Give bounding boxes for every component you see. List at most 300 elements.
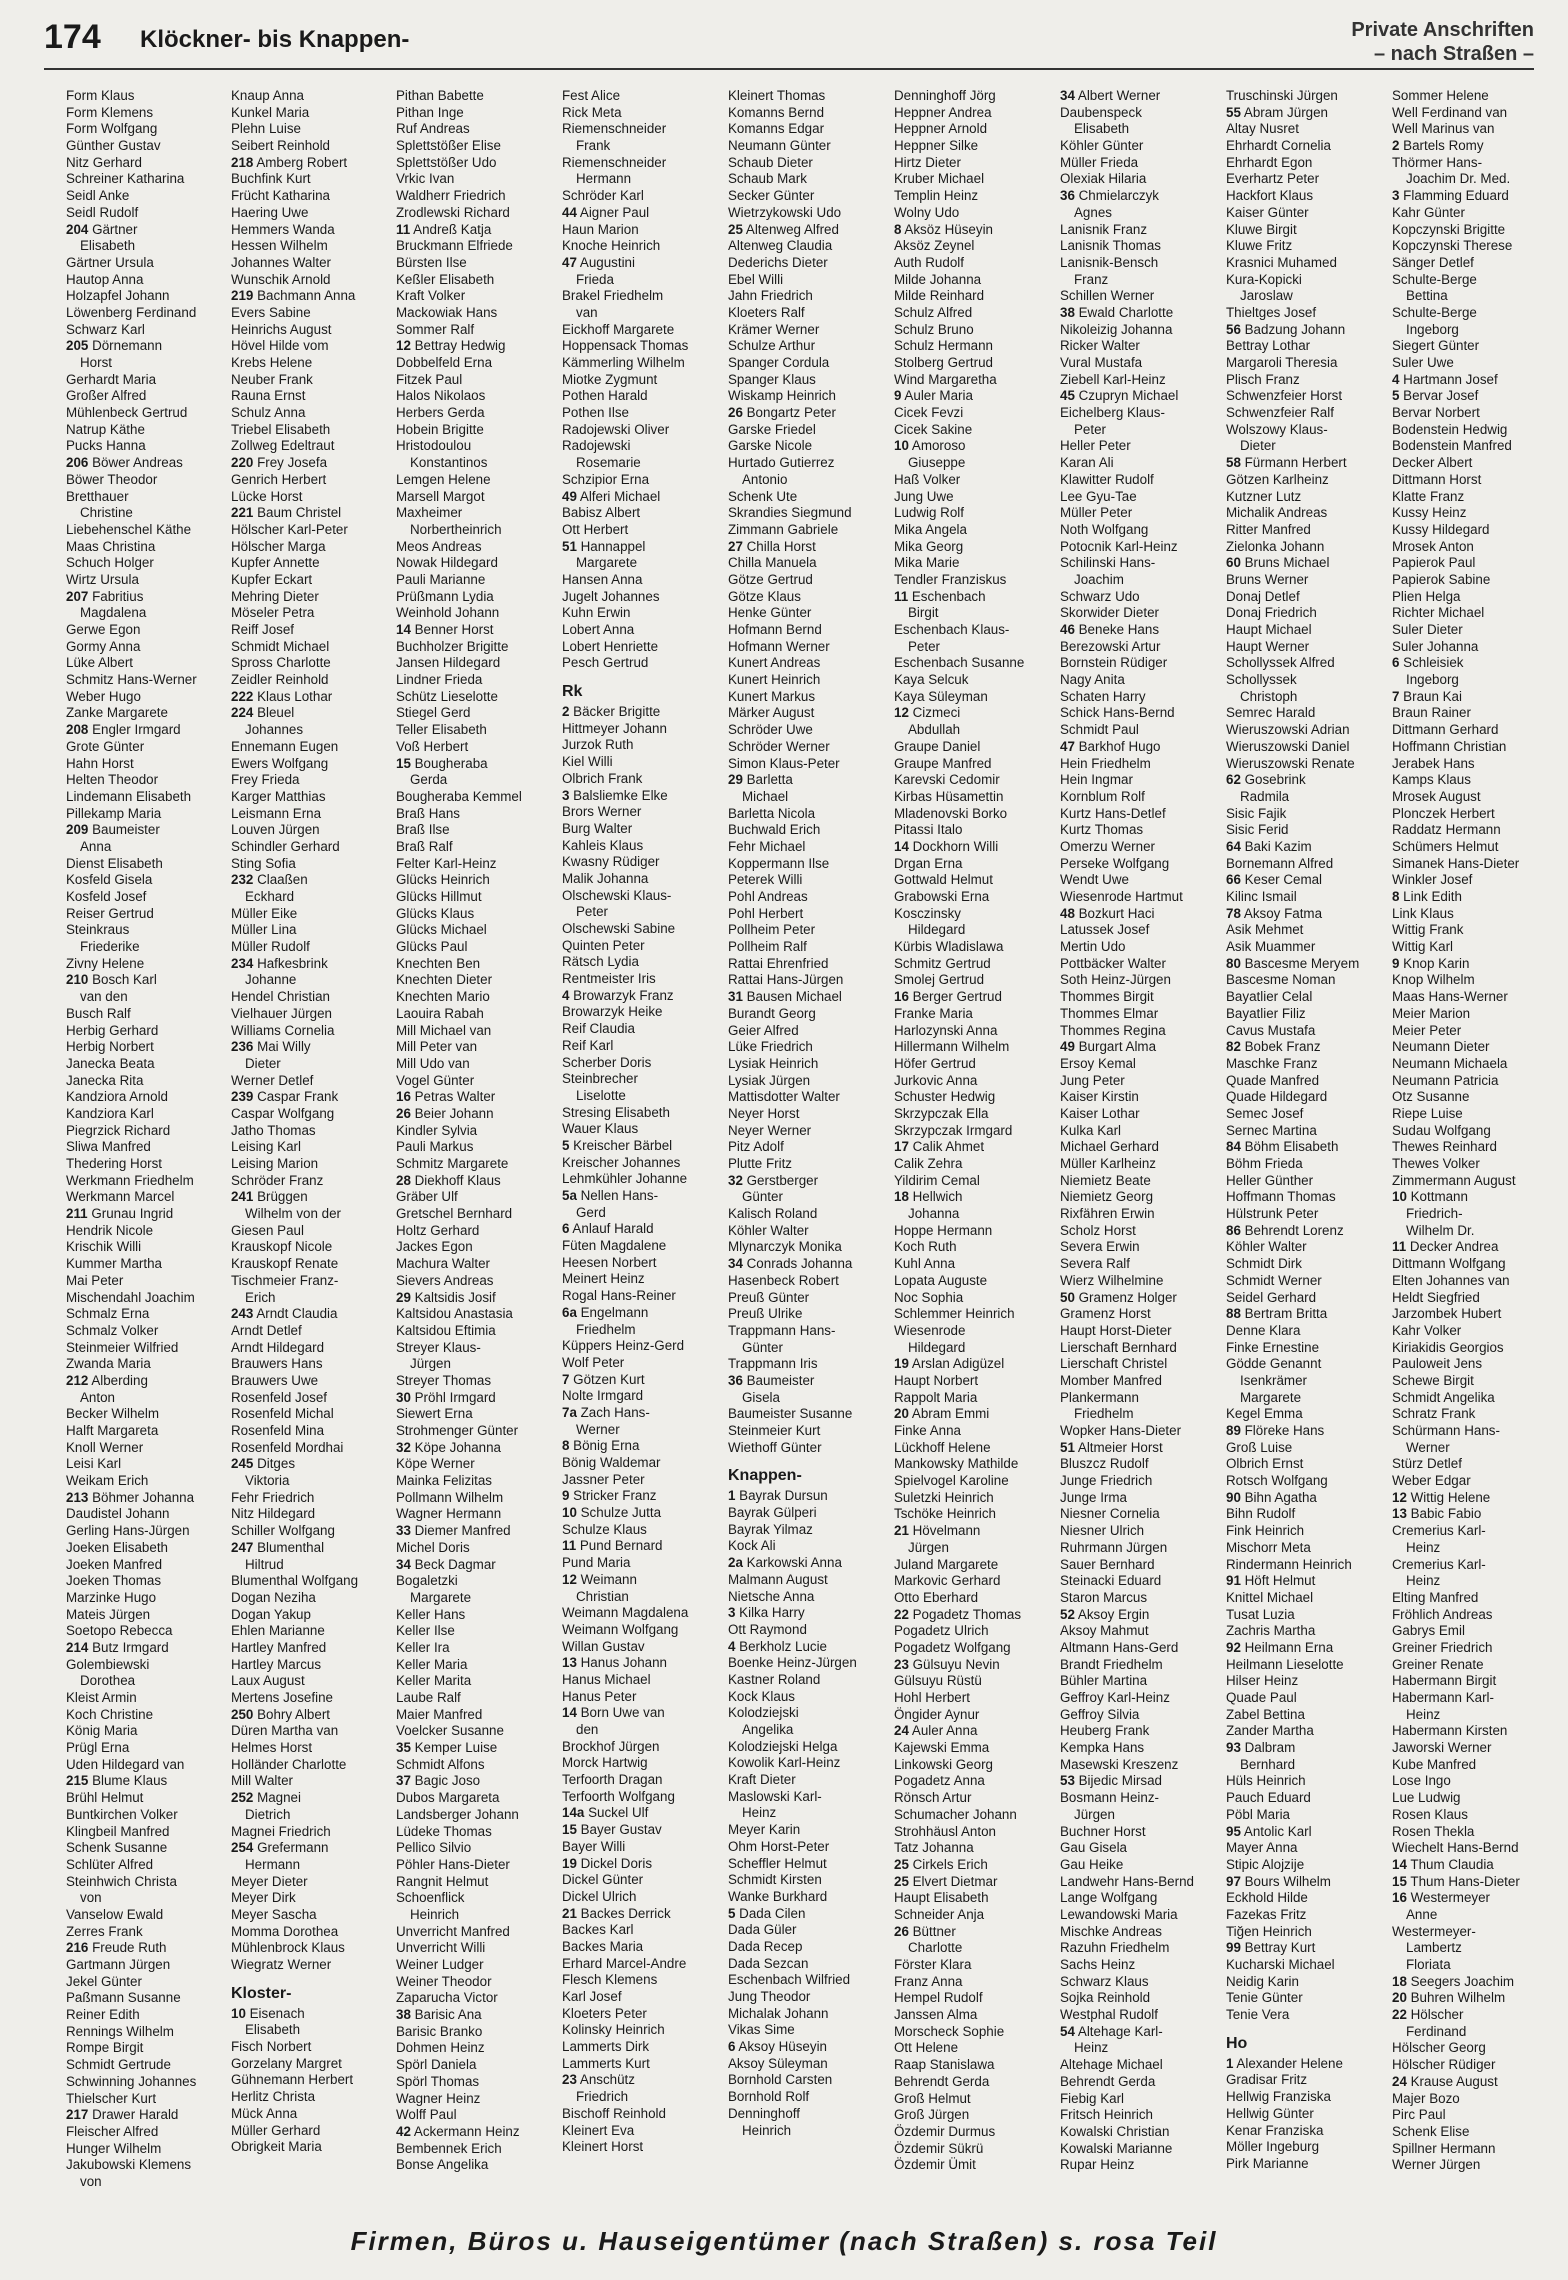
directory-entry: Sänger Detlef: [1392, 254, 1474, 270]
directory-entry: 38 Barisic Ana: [396, 2007, 482, 2023]
directory-entry: Yildirim Cemal: [894, 1172, 980, 1188]
directory-entry: Schulz Alfred: [894, 304, 973, 320]
directory-entry: Höfer Gertrud: [894, 1055, 976, 1071]
directory-entry: Brockhof Jürgen: [562, 1738, 660, 1754]
footer-note: Firmen, Büros u. Hauseigentümer (nach Straßen) s. rosa Teil: [350, 2226, 1218, 2256]
directory-entry: Thieltges Josef: [1226, 304, 1317, 320]
directory-entry-continuation: Friedrich: [576, 2089, 629, 2105]
house-number: 33: [396, 1523, 411, 1539]
directory-entry: Quade Manfred: [1226, 1072, 1320, 1088]
house-number: 222: [231, 688, 254, 704]
directory-entry: Neyer Horst: [728, 1105, 800, 1121]
directory-entry: Sisic Fajik: [1226, 805, 1287, 821]
directory-columns: [66, 88, 1534, 2189]
directory-entry: Böwer Theodor: [66, 471, 158, 487]
directory-entry: Babisz Albert: [562, 505, 641, 521]
directory-entry: 97 Bours Wilhelm: [1226, 1873, 1331, 1889]
directory-entry: Gau Heike: [1060, 1856, 1124, 1872]
directory-entry: Köhler Walter: [1226, 1239, 1307, 1255]
directory-entry: Dobbelfeld Erna: [396, 355, 493, 370]
directory-entry: Raddatz Hermann: [1392, 822, 1501, 838]
directory-entry: Schindler Gerhard: [231, 838, 340, 854]
directory-entry: Holzapfel Johann: [66, 288, 170, 304]
directory-entry: Mika Marie: [894, 555, 960, 571]
directory-entry: Perseke Wolfgang: [1060, 855, 1170, 871]
directory-entry: Laube Ralf: [396, 1690, 461, 1705]
directory-entry: Truschinski Jürgen: [1226, 88, 1338, 103]
house-number: 6: [1392, 655, 1400, 671]
directory-entry: Suletzki Heinrich: [894, 1489, 994, 1505]
directory-entry: Wietrzykowski Udo: [728, 204, 842, 220]
directory-entry: Meyer Sascha: [231, 1906, 317, 1922]
directory-entry: Schenk Elise: [1392, 2123, 1470, 2139]
directory-entry: Halft Margareta: [66, 1423, 159, 1438]
directory-entry: Kleinert Thomas: [728, 88, 826, 103]
directory-entry: Bonse Angelika: [396, 2157, 489, 2173]
directory-entry-continuation: Dorothea: [80, 1673, 136, 1689]
directory-entry: Mrosek August: [1392, 788, 1481, 804]
directory-entry: 247 Blumenthal: [231, 1539, 325, 1555]
directory-entry: Gau Gisela: [1060, 1840, 1127, 1856]
directory-entry: Pothen Harald: [562, 388, 648, 404]
directory-entry: Raap Stanislawa: [894, 2057, 995, 2073]
directory-entry: Mladenovski Borko: [894, 805, 1008, 821]
directory-entry: Milde Reinhard: [894, 288, 985, 304]
directory-entry: Papierok Sabine: [1392, 571, 1491, 587]
directory-entry: Radojewski: [562, 438, 631, 454]
directory-entry: Niemietz Beate: [1060, 1172, 1151, 1188]
directory-entry: Hurtado Gutierrez: [728, 455, 835, 471]
directory-entry-continuation: Peter: [908, 638, 941, 654]
directory-entry: Lindner Frieda: [396, 672, 483, 688]
directory-entry: Preuß Ulrike: [728, 1306, 803, 1322]
directory-entry: Karan Ali: [1060, 455, 1114, 471]
directory-entry: Hartley Marcus: [231, 1656, 322, 1672]
directory-entry: Zivny Helene: [66, 955, 145, 971]
house-number: 16: [1392, 1890, 1407, 1906]
house-number: 2: [1392, 138, 1400, 154]
house-number: 78: [1226, 905, 1241, 921]
directory-entry-continuation: Elisabeth: [1074, 121, 1130, 137]
directory-entry-continuation: Rosemarie: [576, 455, 641, 471]
directory-entry: 34 Conrads Johanna: [728, 1256, 853, 1272]
directory-entry: Schürmann Hans-: [1392, 1423, 1500, 1438]
directory-entry: 7 Götzen Kurt: [562, 1371, 645, 1387]
directory-entry: Markovic Gerhard: [894, 1573, 1001, 1589]
directory-entry: Sisic Ferid: [1226, 822, 1289, 838]
directory-entry: 38 Ewald Charlotte: [1060, 304, 1174, 320]
directory-entry: 14 Benner Horst: [396, 622, 494, 637]
directory-entry: Nagy Anita: [1060, 672, 1125, 688]
directory-entry-continuation: Magdalena: [80, 605, 147, 621]
directory-entry: Keller Maria: [396, 1656, 468, 1672]
directory-entry: Plonczek Herbert: [1392, 805, 1495, 821]
house-number: 52: [1060, 1606, 1075, 1622]
directory-entry: Mlynarczyk Monika: [728, 1239, 842, 1255]
directory-entry: 23 Gülsuyu Nevin: [894, 1656, 1000, 1672]
directory-entry: 9 Auler Maria: [894, 388, 973, 404]
directory-entry: Dittmann Wolfgang: [1392, 1256, 1506, 1272]
directory-entry: Haupt Elisabeth: [894, 1890, 989, 1906]
directory-entry: 86 Behrendt Lorenz: [1226, 1222, 1344, 1238]
directory-entry: Kura-Kopicki: [1226, 271, 1302, 287]
directory-entry: 13 Babic Fabio: [1392, 1506, 1482, 1522]
directory-entry: 10 Amoroso: [894, 438, 966, 454]
directory-entry: Zanke Margarete: [66, 705, 168, 721]
directory-entry: Glücks Heinrich: [396, 872, 490, 888]
directory-entry: Decker Albert: [1392, 455, 1473, 471]
directory-entry: Weinhold Johann: [396, 605, 500, 621]
directory-entry: Frey Frieda: [231, 772, 300, 788]
directory-entry: Braß Ilse: [396, 822, 450, 838]
directory-entry: Berezowski Artur: [1060, 638, 1161, 654]
directory-entry: Kosczinsky: [894, 905, 961, 921]
directory-entry: Schillen Werner: [1060, 288, 1155, 304]
directory-entry: Kloeters Ralf: [728, 304, 805, 320]
directory-entry: Hohl Herbert: [894, 1690, 970, 1705]
directory-entry: 10 Eisenach: [231, 2005, 305, 2021]
directory-entry: Eckhold Hilde: [1226, 1890, 1308, 1906]
directory-entry: 14 Dockhorn Willi: [894, 838, 999, 854]
directory-entry: Neumann Patricia: [1392, 1072, 1499, 1088]
directory-entry: Dada Sezcan: [728, 1955, 809, 1971]
directory-entry: Kalisch Roland: [728, 1206, 818, 1222]
house-number: 90: [1226, 1489, 1241, 1505]
directory-entry: Bischoff Reinhold: [562, 2105, 666, 2121]
directory-entry-continuation: Wilhelm von der: [245, 1206, 341, 1222]
directory-entry: Özdemir Ümit: [894, 2157, 976, 2173]
directory-entry: Lehmkühler Johanne: [562, 1171, 688, 1187]
directory-entry-continuation: Liselotte: [576, 1087, 626, 1103]
directory-entry: Joeken Thomas: [66, 1573, 162, 1589]
directory-entry: Hristodoulou: [396, 438, 472, 454]
directory-entry: Steinbrecher: [562, 1071, 638, 1087]
house-number: 10: [562, 1505, 577, 1521]
directory-entry: 22 Pogadetz Thomas: [894, 1606, 1022, 1622]
directory-entry: Schulte-Berge: [1392, 304, 1477, 320]
directory-entry: Juland Margarete: [894, 1556, 999, 1572]
directory-entry: Milde Johanna: [894, 271, 982, 287]
directory-entry: Gerling Hans-Jürgen: [66, 1523, 190, 1539]
directory-entry: 10 Kottmann: [1392, 1189, 1468, 1205]
directory-entry: 20 Buhren Wilhelm: [1392, 1990, 1506, 2006]
directory-entry: Momma Dorothea: [231, 1923, 339, 1939]
directory-entry: Willan Gustav: [562, 1638, 645, 1654]
directory-entry-continuation: von: [80, 1890, 102, 1906]
directory-entry-continuation: Giuseppe: [908, 455, 966, 471]
directory-entry: Reif Claudia: [562, 1021, 635, 1037]
directory-entry: Kornblum Rolf: [1060, 788, 1145, 804]
directory-entry: Nitz Gerhard: [66, 154, 142, 170]
street-heading: Rk: [562, 683, 583, 701]
section-label-line2: – nach Straßen –: [1373, 43, 1534, 65]
directory-entry: Hofmann Bernd: [728, 622, 822, 637]
directory-entry: Kaltsidou Anastasia: [396, 1306, 513, 1322]
directory-entry: Niesner Cornelia: [1060, 1506, 1160, 1522]
directory-entry: Neumann Günter: [728, 138, 831, 154]
directory-entry: Form Klemens: [66, 104, 154, 120]
directory-entry: Neumann Michaela: [1392, 1055, 1508, 1071]
house-number: 9: [894, 388, 902, 404]
house-number: 252: [231, 1790, 254, 1806]
directory-entry: Streyer Thomas: [396, 1372, 492, 1388]
directory-entry-continuation: Frank: [576, 138, 611, 154]
directory-entry: 206 Böwer Andreas: [66, 455, 183, 471]
directory-entry: Weber Edgar: [1392, 1473, 1471, 1489]
directory-entry: Rattai Hans-Jürgen: [728, 972, 844, 988]
directory-entry: Cavus Mustafa: [1226, 1022, 1316, 1038]
house-number: 1: [1226, 2055, 1234, 2071]
directory-entry: Hartley Manfred: [231, 1639, 327, 1655]
directory-entry: Gülsuyu Rüstü: [894, 1673, 982, 1689]
directory-entry: Vanselow Ewald: [66, 1906, 164, 1922]
directory-entry-continuation: van den: [80, 989, 128, 1005]
directory-entry: Hölscher Marga: [231, 538, 326, 554]
directory-entry: Calik Zehra: [894, 1156, 963, 1171]
directory-entry: Ott Helene: [894, 2040, 959, 2056]
directory-entry: Wiesenrode Hartmut: [1060, 889, 1183, 904]
directory-entry: Reif Karl: [562, 1037, 614, 1053]
directory-entry: Bembennek Erich: [396, 2140, 502, 2156]
directory-entry: Wunschik Arnold: [231, 271, 331, 287]
directory-entry: Schröder Uwe: [728, 722, 813, 738]
house-number: 22: [894, 1606, 909, 1622]
directory-entry: Hendel Christian: [231, 989, 330, 1005]
directory-entry: Rosen Klaus: [1392, 1806, 1468, 1822]
directory-entry: Spörl Thomas: [396, 2073, 480, 2089]
house-number: 42: [396, 2123, 411, 2139]
directory-entry: Sliwa Manfred: [66, 1139, 151, 1155]
directory-entry: 33 Diemer Manfred: [396, 1523, 511, 1539]
directory-entry: Lanisnik-Bensch: [1060, 254, 1159, 270]
directory-entry: Özdemir Sükrü: [894, 2140, 984, 2156]
directory-entry: Braß Hans: [396, 805, 460, 821]
house-number: 12: [396, 338, 411, 354]
directory-entry: Arndt Hildegard: [231, 1339, 325, 1355]
directory-entry: Haupt Michael: [1226, 622, 1312, 637]
directory-entry: Krämer Werner: [728, 321, 820, 337]
directory-entry: Janecka Beata: [66, 1055, 155, 1071]
directory-entry: Majer Bozo: [1392, 2090, 1460, 2106]
directory-entry-continuation: Joachim: [1074, 571, 1124, 587]
directory-entry: Ott Herbert: [562, 521, 629, 537]
directory-entry: Köhler Walter: [728, 1222, 809, 1238]
directory-entry: Sommer Helene: [1392, 88, 1489, 103]
directory-entry: Sievers Andreas: [396, 1272, 494, 1288]
street-heading: Ho: [1226, 2034, 1248, 2052]
directory-entry: Ricker Walter: [1060, 338, 1140, 354]
directory-entry: Schulz Anna: [231, 405, 306, 421]
directory-entry: Mika Georg: [894, 538, 964, 554]
directory-entry: Altehage Michael: [1060, 2057, 1163, 2073]
directory-entry: Meyer Dirk: [231, 1890, 296, 1906]
directory-entry: Mai Peter: [66, 1272, 124, 1288]
directory-entry: Brandt Friedhelm: [1060, 1656, 1163, 1672]
directory-entry: Strohmenger Günter: [396, 1423, 519, 1438]
directory-entry: Mertens Josefine: [231, 1690, 333, 1705]
directory-entry: Dickel Ulrich: [562, 1888, 637, 1904]
directory-entry: Soetopo Rebecca: [66, 1623, 173, 1639]
directory-entry: 37 Bagic Joso: [396, 1773, 481, 1789]
directory-entry: Ziebell Karl-Heinz: [1060, 371, 1166, 387]
directory-entry: 204 Gärtner: [66, 221, 138, 237]
house-number: 9: [562, 1488, 570, 1504]
directory-entry: Rick Meta: [562, 104, 622, 120]
directory-entry: Hemmers Wanda: [231, 221, 335, 237]
house-number: 211: [66, 1206, 88, 1222]
directory-entry: Kussy Hildegard: [1392, 521, 1490, 537]
directory-entry: Müller Peter: [1060, 505, 1133, 521]
directory-entry: Otto Eberhard: [894, 1589, 979, 1605]
directory-entry: Bruckmann Elfriede: [396, 238, 513, 254]
directory-entry-continuation: von: [80, 2173, 102, 2189]
directory-entry: Haupt Werner: [1226, 638, 1310, 654]
directory-entry: Terfoorth Wolfgang: [562, 1788, 675, 1804]
directory-entry: Rönsch Artur: [894, 1790, 972, 1806]
house-number: 11: [894, 588, 909, 604]
directory-entry: 45 Czupryn Michael: [1060, 388, 1179, 404]
directory-entry: Bornemann Alfred: [1226, 855, 1334, 871]
directory-entry: Holländer Charlotte: [231, 1756, 347, 1772]
directory-entry: Wolff Paul: [396, 2107, 457, 2123]
directory-entry: 92 Heilmann Erna: [1226, 1639, 1334, 1655]
directory-column-8: [1226, 88, 1386, 2178]
directory-entry: Form Wolfgang: [66, 121, 158, 137]
directory-entry: Buntkirchen Volker: [66, 1806, 178, 1822]
directory-entry: Scherber Doris: [562, 1054, 652, 1070]
directory-entry: Ennemann Eugen: [231, 738, 339, 754]
directory-entry: 236 Mai Willy: [231, 1039, 311, 1055]
directory-entry: Seidel Gerhard: [1226, 1289, 1317, 1305]
directory-entry: Schwarz Udo: [1060, 588, 1140, 604]
directory-entry: 46 Beneke Hans: [1060, 622, 1160, 637]
house-number: 219: [231, 288, 254, 304]
directory-entry: Wirtz Ursula: [66, 571, 139, 587]
directory-entry: Gramenz Horst: [1060, 1306, 1151, 1322]
directory-entry-continuation: Johanna: [908, 1206, 960, 1222]
house-number: 31: [728, 989, 743, 1005]
directory-entry: Hittmeyer Johann: [562, 720, 667, 736]
directory-entry: 62 Gosebrink: [1226, 772, 1306, 788]
directory-entry: Grabowski Erna: [894, 889, 990, 904]
house-number: 5: [1392, 388, 1400, 404]
directory-entry: 32 Köpe Johanna: [396, 1439, 501, 1455]
directory-entry: Semrec Harald: [1226, 705, 1316, 721]
directory-entry: Gräber Ulf: [396, 1189, 458, 1205]
directory-entry: Triebel Elisabeth: [231, 421, 331, 437]
directory-entry: Mischorr Meta: [1226, 1539, 1311, 1555]
directory-entry: Komanns Bernd: [728, 104, 825, 120]
house-number: 26: [728, 405, 743, 421]
directory-entry: Templin Heinz: [894, 188, 979, 204]
directory-entry: Voß Herbert: [396, 738, 469, 754]
directory-entry: Nietsche Anna: [728, 1588, 815, 1604]
directory-entry: Leising Marion: [231, 1156, 319, 1171]
directory-entry: Buchwald Erich: [728, 822, 821, 838]
directory-entry: 5 Dada Cilen: [728, 1905, 806, 1921]
directory-entry: Pogadetz Ulrich: [894, 1623, 989, 1639]
directory-entry: Wierz Wilhelmine: [1060, 1272, 1164, 1288]
directory-entry-continuation: den: [576, 1722, 599, 1737]
directory-entry: Wagner Heinz: [396, 2090, 481, 2106]
directory-entry: 2a Karkowski Anna: [728, 1555, 842, 1571]
directory-entry: Mehring Dieter: [231, 588, 319, 604]
directory-entry: Gormy Anna: [66, 638, 141, 654]
house-number: 13: [1392, 1506, 1407, 1522]
house-number: 37: [396, 1773, 411, 1789]
directory-entry: Elten Johannes van: [1392, 1272, 1510, 1288]
directory-entry: Hessen Wilhelm: [231, 238, 328, 254]
directory-entry: Henke Günter: [728, 605, 812, 621]
directory-entry: Ersoy Kemal: [1060, 1055, 1136, 1071]
directory-entry: 9 Stricker Franz: [562, 1488, 657, 1504]
directory-entry: Wiechelt Hans-Bernd: [1392, 1840, 1519, 1856]
directory-entry: Steinmeier Kurt: [728, 1423, 821, 1438]
directory-entry: Zander Martha: [1226, 1723, 1314, 1739]
directory-entry: 222 Klaus Lothar: [231, 688, 333, 704]
directory-entry: Klingbeil Manfred: [66, 1823, 170, 1839]
house-number: 38: [396, 2007, 411, 2023]
house-number: 38: [1060, 304, 1075, 320]
directory-entry: Sudau Wolfgang: [1392, 1122, 1491, 1138]
directory-entry: Buchner Horst: [1060, 1823, 1146, 1839]
directory-entry: Eickhoff Margarete: [562, 321, 675, 337]
house-number: 12: [894, 705, 909, 721]
directory-entry: Wind Margaretha: [894, 371, 997, 387]
directory-entry: Bayrak Yilmaz: [728, 1521, 813, 1537]
directory-entry: Johannes Walter: [231, 254, 331, 270]
house-number: 14: [894, 838, 909, 854]
directory-entry: Kreischer Johannes: [562, 1154, 681, 1170]
directory-entry: Eschenbach Wilfried: [728, 1972, 851, 1988]
directory-entry: Gottwald Helmut: [894, 872, 993, 888]
directory-entry: Maas Hans-Werner: [1392, 989, 1508, 1005]
directory-entry: Wagner Hermann: [396, 1506, 502, 1522]
directory-entry: Vikas Sime: [728, 2022, 795, 2038]
directory-entry: 214 Butz Irmgard: [66, 1639, 169, 1655]
directory-entry: Bornstein Rüdiger: [1060, 655, 1168, 671]
directory-entry: Thewes Volker: [1392, 1156, 1480, 1171]
directory-entry: Thedering Horst: [66, 1156, 163, 1171]
directory-entry: Fiebig Karl: [1060, 2090, 1125, 2106]
directory-entry: 210 Bosch Karl: [66, 972, 157, 988]
directory-entry: Prügl Erna: [66, 1740, 130, 1756]
directory-entry: Hein Friedhelm: [1060, 755, 1151, 771]
directory-entry: Thörmer Hans-: [1392, 154, 1483, 170]
directory-entry: Koch Ruth: [894, 1239, 957, 1255]
directory-entry: Rangnit Helmut: [396, 1873, 489, 1889]
directory-entry-continuation: Viktoria: [245, 1473, 290, 1489]
directory-entry: Jurkovic Anna: [894, 1072, 978, 1088]
directory-entry: Wolny Udo: [894, 204, 960, 220]
directory-entry: Krebs Helene: [231, 355, 313, 370]
directory-entry: Nowak Hildegard: [396, 555, 498, 571]
directory-entry: Kolodziejski: [728, 1705, 799, 1721]
directory-entry: Schratz Frank: [1392, 1406, 1476, 1422]
directory-entry: Spanger Cordula: [728, 355, 830, 370]
house-number: 14: [562, 1705, 577, 1721]
directory-entry: Keller Hans: [396, 1606, 466, 1622]
directory-entry: Brakel Friedhelm: [562, 288, 664, 304]
directory-entry: Mika Angela: [894, 521, 967, 537]
directory-entry: Pollheim Peter: [728, 922, 816, 938]
directory-entry-continuation: Heinz: [1074, 2040, 1109, 2056]
directory-entry: Rogal Hans-Reiner: [562, 1288, 676, 1304]
directory-entry: Graupe Daniel: [894, 738, 981, 754]
directory-entry: Thewes Reinhard: [1392, 1139, 1497, 1155]
directory-entry: 8 Bönig Erna: [562, 1438, 640, 1454]
directory-entry: 205 Dörnemann: [66, 338, 163, 354]
